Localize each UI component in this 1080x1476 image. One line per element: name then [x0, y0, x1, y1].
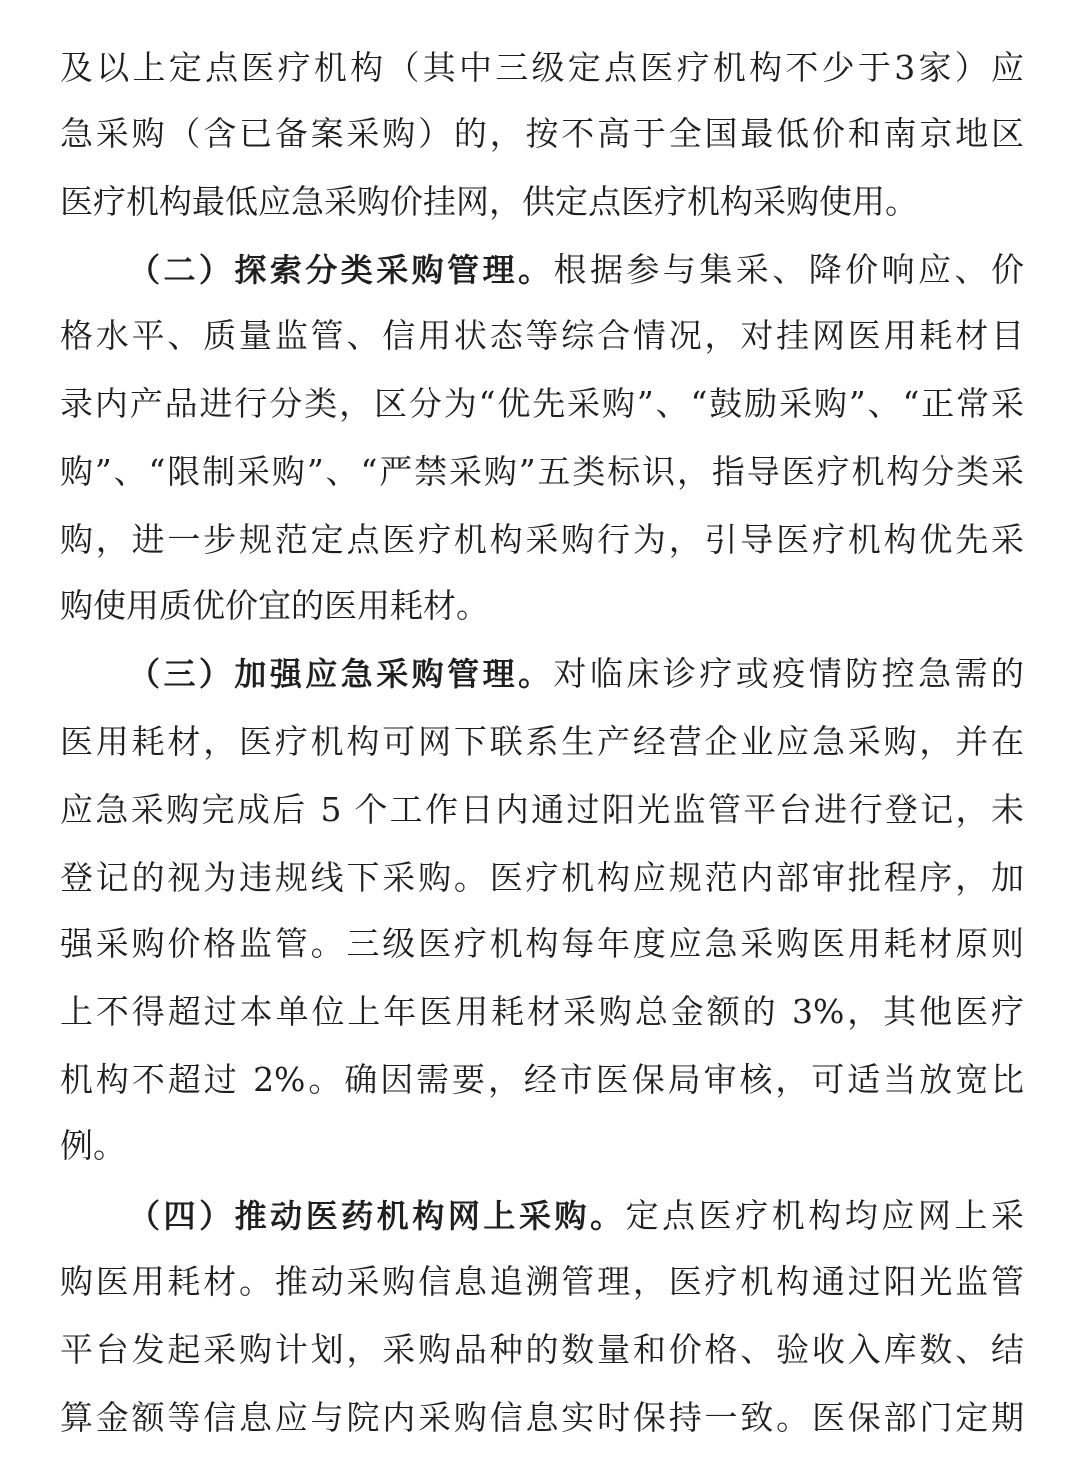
text-line: 上不得超过本单位上年医用耗材采购总金额的 3%，其他医疗 [60, 992, 1024, 1031]
paragraph-3-first-line [128, 644, 1024, 704]
text-line: 购使用质优价宜的医用耗材。 [60, 586, 489, 625]
text-line: 强采购价格监管。三级医疗机构每年度应急采购医用耗材原则 [60, 924, 1024, 963]
text-line: 医疗机构最低应急采购价挂网，供定点医疗机构采购使用。 [60, 182, 918, 221]
paragraph-2-first-line [128, 240, 1024, 300]
text-line: 医用耗材，医疗机构可网下联系生产经营企业应急采购，并在 [60, 722, 1024, 761]
text-line: 急采购（含已备案采购）的，按不高于全国最低价和南京地区 [60, 114, 1024, 153]
text-line: 算金额等信息应与院内采购信息实时保持一致。医保部门定期 [60, 1398, 1024, 1437]
text-line: 购医用耗材。推动采购信息追溯管理，医疗机构通过阳光监管 [60, 1262, 1024, 1301]
text-line: 机构不超过 2%。确因需要，经市医保局审核，可适当放宽比 [60, 1060, 1024, 1099]
text-line: 录内产品进行分类，区分为“优先采购”、“鼓励采购”、“正常采 [60, 384, 1024, 423]
text-line: 应急采购完成后 5 个工作日内通过阳光监管平台进行登记，未 [60, 790, 1024, 829]
text-line: 例。 [60, 1126, 126, 1165]
paragraph-4-first-line [128, 1186, 1024, 1246]
text-line: 格水平、质量监管、信用状态等综合情况，对挂网医用耗材目 [60, 316, 1024, 355]
section-heading-4: （四）推动医药机构网上采购。 [128, 1197, 626, 1235]
text-line: 平台发起采购计划，采购品种的数量和价格、验收入库数、结 [60, 1330, 1024, 1369]
text-line: 对临床诊疗或疫情防控急需的 [553, 654, 1024, 693]
text-line: 登记的视为违规线下采购。医疗机构应规范内部审批程序，加 [60, 858, 1024, 897]
text-line: 根据参与集采、降价响应、价 [553, 250, 1024, 289]
section-heading-3: （三）加强应急采购管理。 [128, 655, 554, 693]
text-line: 购”、“限制采购”、“严禁采购”五类标识，指导医疗机构分类采 [60, 452, 1024, 491]
text-line: 及以上定点医疗机构（其中三级定点医疗机构不少于3家）应 [60, 48, 1024, 87]
text-line: 购，进一步规范定点医疗机构采购行为，引导医疗机构优先采 [60, 520, 1024, 559]
section-heading-2: （二）探索分类采购管理。 [128, 251, 554, 289]
text-line: 定点医疗机构均应网上采 [625, 1196, 1024, 1235]
